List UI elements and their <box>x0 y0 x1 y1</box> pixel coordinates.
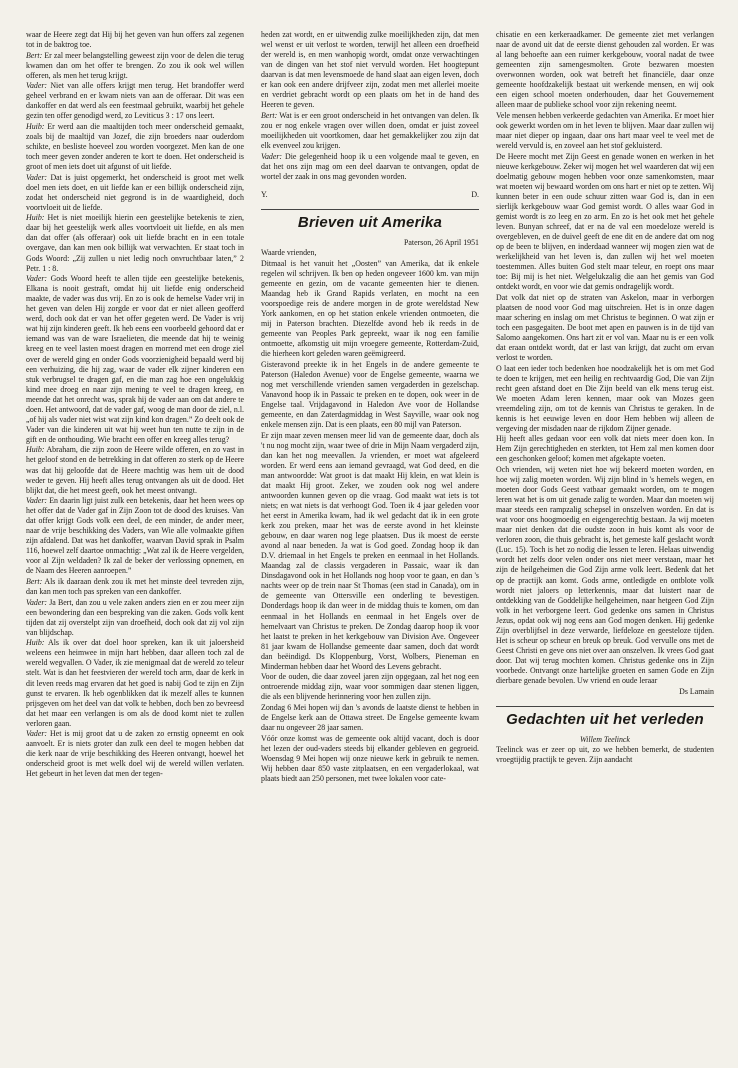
paragraph-text: En daarin ligt juist zulk een betekenis, daar het heen wees op het offer dat de Vader gaf in Zijn Zoon tot de dood des kruises. Van dat offer krijgt Gods volk een deel, de een minder, de ander meer, naar de vrije beschikking des Vaders, van Wie alle volmaakte giften zijn afdalend. Dat was het dankoffer, waarvan David sprak in Psalm 116, hoewel zelf daartoe onmachtig: „Wat zal ik de Heere vergelden, voor al Zijn weldaden? Ik zal de beker der verlossing opnemen, en de Naam des Heeren aanroepen.” <box>26 496 244 576</box>
section-divider <box>261 209 479 210</box>
paragraph-text: Dat is juist opgemerkt, het onderscheid is groot met welk doel men iets doet, en uit liefde kan er een billijk onderscheid zijn, zodat het onderscheid niet gegrond is in de waardigheid, doch voortvloeit uit de liefde. <box>26 172 244 212</box>
column-middle <box>261 30 479 784</box>
speaker-label: Vader: <box>26 729 48 739</box>
article-salutation: Waarde vrienden, <box>261 248 317 258</box>
paragraph: Gisteravond preekte ik in het Engels in de andere gemeente te Paterson (Haledon Avenue) voor de Engelse gemeente, waarna we nog met verschillende vrienden samen vergaderden in gezelschap. Vanavond hoop ik in Passaic te preken en te dopen, ook weer in de Engelse taal. Vrijdagavond in Haledon Ave voor de Hollandse gemeente, en dan Zaterdagmiddag in West Sayville, waar ook nog enkele mensen zijn. Dat is een plaats, een 80 mijl van Paterson. <box>261 359 479 430</box>
paragraph <box>26 598 244 638</box>
article-body-brieven <box>261 259 479 784</box>
paragraph: Zondag 6 Mei hopen wij dan 's avonds de laatste dienst te hebben in de Engelse kerk aan de Ottawa street. De Engelse gemeente kwam daar nu ongeveer 28 jaar samen. <box>261 702 479 733</box>
paragraph-text: Die gelegenheid hoop ik u een volgende maal te geven, en dat het ons zijn mag om een deel daarvan te ontvangen, opdat de wortel der zaak in ons mag gevonden worden. <box>261 151 479 181</box>
paragraph <box>26 577 244 597</box>
paragraph: Och vrienden, wij weten niet hoe wij bekeerd moeten worden, en hoe wij zalig moeten worden. Wij zijn blind in 's hemels wegen, en moeten door Gods Geest vatbaar gemaakt worden, om te mogen leren wat het is om uit genade zalig te worden. Maar dan moeten wij maar steeds een rampzalig schepsel in onszelven worden. En dat is wat voor ons hoogmoedig en eigengerechtig bestaan. Ja wij moeten maar niet denken dat die oudste zoon in huis komt als voor de verloren zoon, die thuis gebracht is, het gemeste kalf geslacht wordt (Luc. 15). Toch is het zo nodig die lessen te leren. Helaas uitwendig wordt het zelfs door velen onder ons niet meer verstaan, maar het zijn de heilgeheimen die God Zijn arme volk leert. Bedenk dat het op de practijk aan komt. Gods arme, ontledigde en ontblote volk wordt niet jaloers op letterkennis, maar dat luistert naar de ontdekking van de Goddelijke heilgeheimen, naar hetgeen God Zijn volk in het verborgene leert. God gedenke ons samen in Christus Jezus, opdat ook wij nog eens aan God mogen denken. Hij gedenke Zijn overblijfsel in deze verwarde, liefdeloze en geesteloze tijden. Het is scheur op scheur en breuk op breuk. God vervulle ons met de Geest Christi en geve ons niet over aan onszelven. Ik vrees God gaat door. Dat wij terug mochten komen. Christus gedenke ons in Zijn voorbede. Ontvangt onze hartelijke groeten en samen Gode en Zijn dierbare genade bevolen. Uw vriend en oude leraar <box>496 465 714 685</box>
paragraph-text: Abraham, die zijn zoon de Heere wilde offeren, en zo vast in het geloof stond en de betrekking in dat offeren zo sterk op de Heere was dat hij geloofde dat de Heere machtig was hem uit de dood weder te geven. Hij heeft alles terug ontvangen als uit de dood. Het blijkt dat, die het meest geeft, ook het meest ontvangt. <box>26 445 244 495</box>
letter-signature: Ds Lamain <box>679 686 714 696</box>
paragraph <box>26 213 244 273</box>
speaker-label: Vader: <box>26 496 48 506</box>
article-heading-brieven: Brieven uit Amerika <box>297 213 443 231</box>
paragraph <box>26 638 244 728</box>
speaker-label: Huib: <box>26 213 45 223</box>
speaker-label: Bert: <box>26 577 43 587</box>
paragraph: Dat volk dat niet op de straten van Askelon, maar in verborgen plaatsen de nood voor God mag uitschreien. Het is in onze dagen maar schering en inslag om met Christus te beginnen. O wat zijn er toch een pasgegaiten. De boot met apen en pauwen is in de tijd van Salomo aangekomen. Ons hart zit er vol van. Maar nu is er een volk dat eraan ontdekt wordt, dat er last van krijgt, dat zucht om ervan verlost te worden. <box>496 292 714 362</box>
paragraph-text: Als ik daaraan denk zou ik met het minste deel tevreden zijn, dan kan men toch pas spreken van een dankoffer. <box>26 577 244 597</box>
paragraph: Vóór onze komst was de gemeente ook altijd vacant, doch is door het lezen der oud-vaders steeds bij elkander gebleven en gegroeid. Woensdag 9 Mei hopen wij onze nieuwe kerk in gebruik te nemen. Wij hebben daar 850 vaste zitplaatsen, en een vergaderlokaal, wat plaats biedt aan 250 personen, met twee lokalen voor cate- <box>261 733 479 783</box>
paragraph <box>26 445 244 495</box>
column-right <box>496 30 714 766</box>
speaker-label: Huib: <box>26 445 45 455</box>
paragraph-text: Er zal meer belangstelling geweest zijn voor de delen die terug kwamen dan om het offer te brengen. Zo zou ik ook wel willen offeren, als men het terug krijgt. <box>26 50 244 80</box>
paragraph <box>26 30 244 50</box>
paragraph-text: heden zat wordt, en er uitwendig zulke moeilijkheden zijn, dat men wel wenst er uit verlost te worden, terwijl het alleen een droefheid der wereld is, en men wanhopig wordt, omdat onze verwachtingen van de dingen van het stof niet vervuld worden. Het hoogtepunt daarvan is dat men levensmoede de hand slaat aan eigen leven, doch er kan ook een andere drijfveer zijn, zodat men met allerlei moeite en verdriet gebracht wordt op een plaats om het in de hand des Heeren te geven. <box>261 30 479 110</box>
paragraph-text: Het is niet moeilijk hierin een geestelijke betekenis te zien, daar bij het geestelijk werk alles voortvloeit uit liefde, en als men dan dat offer (als offeraar) ook uit liefde bracht en in een totale overgave, dan kan men ook billijk wat verwachten. Er staat toch in Gods Woord: „Zij zullen u niet ledig noch onvruchtbaar laten,” 2 Petr. 1 : 8. <box>26 213 244 273</box>
paragraph: Voor de ouden, die daar zoveel jaren zijn opgegaan, zal het nog een ontroerende middag zijn, waar voor sommigen daar stenen liggen, die als een blijvende herinnering voor hen zullen zijn. <box>261 672 479 702</box>
speaker-label: Vader: <box>26 274 48 284</box>
dialogue-signature <box>261 190 479 200</box>
paragraph <box>261 30 479 110</box>
speaker-label: Vader: <box>261 151 283 161</box>
paragraph <box>261 111 479 151</box>
paragraph: Ditmaal is het vanuit het „Oosten” van Amerika, dat ik enkele regelen wil schrijven. Ik ben op heden ongeveer 1600 km. van mijn gemeente en gezin, om de vacante gemeenten hier te dienen. Maandag heb ik Grand Rapids verlaten, en mocht na een voorspoedige reis de andere morgen in de grote wereldstad New York aankomen, en op het station enkele vrienden ontmoeten, die mij in Paterson brachten. Diezelfde avond heb ik reeds in de gemeente van Peoples Park gepreekt, waar ik nog een familie ontmoette, afkomstig uit mijn vroegere gemeente, Rotterdam-Zuid, die hierheen kort geleden waren geëmigreerd. <box>261 258 479 359</box>
article-author: Willem Teelinck <box>580 734 630 744</box>
paragraph <box>26 729 244 779</box>
paragraph: Hij heeft alles gedaan voor een volk dat niets meer doen kon. In Hem Zijn gerechtigheden en sterkten, tot Hem zal men komen door een geschonken geloof; komen met afgekapte voeten. <box>496 434 714 464</box>
paragraph-text: waar de Heere zegt dat Hij bij het geven van hun offers zal zegenen tot in de baktrog toe. <box>26 30 244 50</box>
paragraph <box>26 122 244 172</box>
speaker-label: Bert: <box>26 50 43 60</box>
article-body-continued <box>496 30 714 686</box>
article-heading-gedachten: Gedachten uit het verleden <box>506 710 704 728</box>
paragraph: chisatie en een kerkeraadkamer. De gemeente ziet met verlangen naar de avond uit dat de eerste dienst gehouden zal worden. Er was al lang behoefte aan een ruimer kerkgebouw, vooral nadat de twee gemeenten zijn samengesmolten. Grote bezwaren moesten overwonnen worden, ook wat betreft het financiële, daar onze gemeente hoofdzakelijk bestaat uit werkende mensen, en wij ook een eigen school moeten onderhouden, daar het Gouvernement alleen maar de publieke school voor zijn rekening neemt. <box>496 30 714 110</box>
dialogue-continuation <box>261 30 479 182</box>
speaker-label: Bert: <box>261 110 278 120</box>
paragraph <box>26 173 244 213</box>
paragraph: Vele mensen hebben verkeerde gedachten van Amerika. Er moet hier ook gewerkt worden om in het leven te blijven. Maar daar zullen wij maar niet dieper op ingaan, daar ons hart maar veel te veel met de wereld vervuld is, en zoveel aan het stof gekluisterd. <box>496 110 714 151</box>
paragraph-text: Gods Woord heeft te allen tijde een geestelijke betekenis, Elkana is nooit gestraft, omdat hij uit liefde enig onderscheid maakte, de vader was dus vrij. En zo is ook de hemelse Vader vrij in het geven van delen Hij zorgde er voor dat er niet alleen geofferd werd, doch ook dat er van het offer gegeten werd. De Vader is vrij wat hij zijn kinderen geeft. Ik heb eens een voorbeeld gehoord dat er iemand was van de ware Israelieten, die meende dat hij te weinig kreeg en te veel lasten moest dragen en morrend met een droge ziel over de wereld ging en onder Gods voorzienigheid bepaald werd bij een verhuizing, die hij zag, waar de vader elk zijner kinderen een stuk verbrugsel te dragen gaf, en die man zag hoe een ongelukkig kind mee droeg en naar zijn mening te veel te dragen kreeg, en meende dat het onrecht was, sprak hij de vader aan om dat andere te doen. Het antwoord, dat de vader gaf, woog de man door de ziel, n.l. „of hij als vader niet wist wat zijn kind kon dragen.” Zo deelt ook de Vader van die kinderen uit wat hij weet hun ten nutte te zijn in de gift en de onthouding. Wie bracht een offer en kreeg alles terug? <box>26 274 244 444</box>
column-left <box>26 30 244 780</box>
paragraph <box>26 274 244 445</box>
paragraph-text: Niet van alle offers krijgt men terug. Het brandoffer werd geheel verbrand en er kwam niets van aan de offeraar. Dit was een dankoffer en dat werd als een feestmaal gebruikt, waarbij het gehele gezin ten offer genodigd werd, zo Leviticus 3 : 17 ons leert. <box>26 81 244 121</box>
paragraph-text: Er werd aan die maaltijden toch meer onderscheid gemaakt, zoals bij de maaltijd van Jozef, die zijn broeders naar ouderdom schikte, en besliste hoeveel zou worden voorgezet. Men kan de one toch meer geven zonder anderen te kort te doen. Het onderscheid is groot of men iets doet uit afgunst of uit liefde. <box>26 121 244 172</box>
paragraph <box>26 496 244 576</box>
signature-left: Y. <box>261 189 268 199</box>
article-body-gedachten: Teelinck was er zeer op uit, zo we hebben bemerkt, de studenten vroegtijdig practijk te geven. Zijn aandacht <box>496 745 714 765</box>
speaker-label: Vader: <box>26 172 48 182</box>
paragraph <box>26 81 244 121</box>
paragraph-text: Als ik over dat doel hoor spreken, kan ik uit jaloersheid weleens een heimwee in mijn hart hebben, daar alleen toch zal de wereld wegvallen. O Vader, ik zie menigmaal dat de wereld zo teleur stelt. Wat is dan het feestvieren der wereld toch arm, daar de kerk in dit leven reeds mag ervaren dat het goed is nabij God te zijn en Zijn gunst te ervaren. Ik heb ogenblikken dat ik mezelf alles te kunnen prijsgeven om het deel van dat volk te hebben, doch ben zo bevreesd dat het maar een verlangen is om als de dood komt niet te zullen verloren gaan. <box>26 638 244 728</box>
signature-right: D. <box>471 189 479 199</box>
paragraph: De Heere mocht met Zijn Geest en genade wonen en werken in het nieuwe kerkgebouw. Zeker wij mogen het wel waarderen dat wij een doelmatig gebouw mogen hebben voor onze samenkomsten, maar wat moeten wij bewaard worden om ons hart er niet op te zetten. Wij kunnen beter in een oude schuur zitten waar God is, dan in een sierlijk kerkgebouw waar God gemist wordt. O alles waar God in gemist wordt is zo leeg en zo arm. En zo is het ook met het gehele leven. Bunyan schreef, dat er na de val een moedeloze wereld is overgebleven, en de duivel geeft de ene dit en de andere dat om nog op de been te blijven, en inderdaad wanneer wij mogen zien wat de werkelijkheid van het leven is, dan zullen wij het wel moeten toestemmen. Alles buiten God stelt maar teleur, en roept ons maar toe: Bij mij is het niet. Welgelukzalig die aan het gemis van God ontdekt wordt, en voor wie dat gemis ondragelijk wordt. <box>496 151 714 292</box>
paragraph <box>261 152 479 182</box>
section-divider-2 <box>496 706 714 707</box>
speaker-label: Huib: <box>26 121 45 131</box>
speaker-label: Huib: <box>26 638 45 648</box>
paragraph-text: Ja Bert, dan zou u vele zaken anders zien en er zou meer zijn een bewondering dan een bespreking van die zaken. Gods volk kent tijden dat zij overstelpt zijn van droefheid, doch ook dat zij vol zijn van blijdschap. <box>26 597 244 637</box>
article-dateline: Paterson, 26 April 1951 <box>404 237 479 247</box>
paragraph: Er zijn maar zeven mensen meer lid van de gemeente daar, doch als 't nu nog mocht zijn, waar twee of drie in Mijn Naam vergaderd zijn, dan kan het nog meevallen. Ja vrienden, er moet wat afgeleerd worden. Er werd eens aan iemand gevraagd, wat God deed, en die man antwoordde: Wat groot is dat maakt Hij klein, en wat klein is dat maakt Hij groot. Zeker, we zouden ook nog wel andere antwoorden kunnen geven op die vraag. God maakt wat iets is tot niets; en wat niets is dat verhoogt God. Toen ik 4 jaar geleden voor het eerst in Amerika kwam, had ik wel gedacht dat ik in een grote kerk zou preken, maar het was de eerste avond in het kleinste gebouw, en daar waren nog lege plaatsen. Dus ik moest de eerste avond al naar beneden. Ja wat is God goed. Zondag hoop ik dan D.V. driemaal in het Engels te preken en eenmaal in het Hollands. Maandag zal de classis vergaderen in Passaic, waar ik dan Dinsdagavond ook in het Hollands nog hoop voor te gaan, en dan 's nachts weer op de trein naar St Thomas (een stad in Canada), om in de gemeente van Ottersville een onderling te bevestigen. Donderdags hoop ik dan weer in de middag thuis te komen, om dan eenmaal in het Hollands en eenmaal in het Engels over de hemelvaart van Christus te preken. De Zondag daarop hoop ik voor het laatst te preken in het kerkgebouw van Division Ave. Ongeveer 81 jaar kwam de Hollandse gemeente daar samen, doch dat wordt dan beëindigd. Ds Kloppenburg, Vorst, Wolbers, Pieneman en Minderman hebben daar het Woord des Levens gebracht. <box>261 430 479 671</box>
speaker-label: Vader: <box>26 81 48 91</box>
paragraph-text: Het is mij groot dat u de zaken zo ernstig opneemt en ook aanvoelt. Er is niets groter dan zulk een deel te mogen hebben dat die kerk naar de vrije beschikking des Heeren ontvangt, hoewel het onderscheid groot is met welk doel wij de wereld willen verlaten. Het gebeurt in het leven dat men der tegen- <box>26 729 244 779</box>
paragraph: O laat een ieder toch bedenken hoe noodzakelijk het is om met God te doen te krijgen, met een heilig en rechtvaardig God, Die van Zijn recht geen afstand doet en Die Zijn beeld van elk mens terug eist. We moeten Adam leren kennen, maar ook van Mozes geen vreemdeling zijn, om tot de kennis van Christus te geraken. In de kennis is het eeuwige leven en door Hem hebben wij alleen de vergeving der misdaden naar de rijkdom Zijner genade. <box>496 363 714 433</box>
paragraph <box>26 51 244 81</box>
paragraph-text: Wat is er een groot onderscheid in het ontvangen van delen. Ik zou er nog enkele vragen over willen doen, omdat er juist zoveel moeilijkheden uit voortkomen, daar het gemakkelijker zou zijn dat elk evenveel zou krijgen. <box>261 110 479 151</box>
speaker-label: Vader: <box>26 597 48 607</box>
